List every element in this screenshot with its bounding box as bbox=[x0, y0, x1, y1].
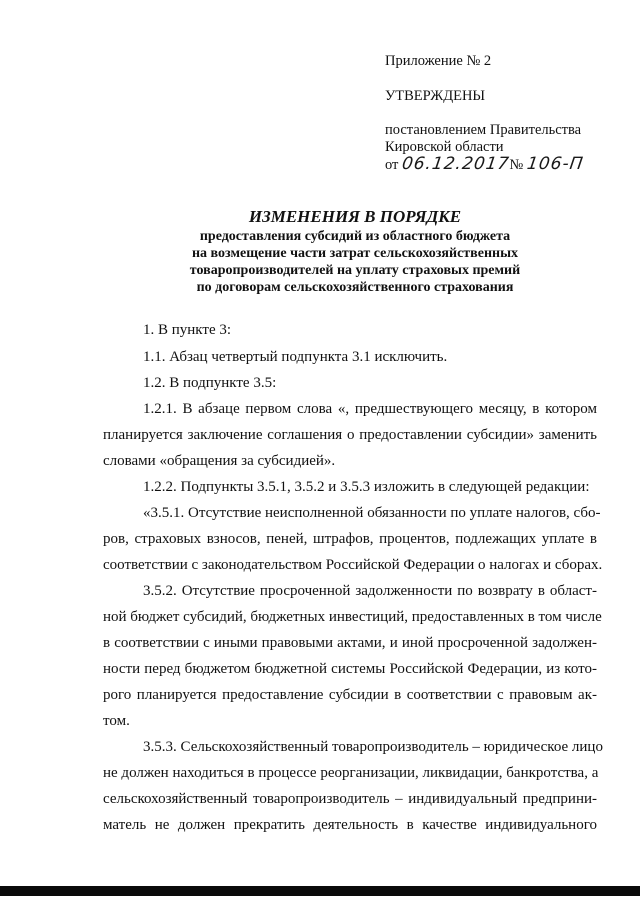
body-line: соответствии с законодательством Российской Федерации о налогах и сборах. bbox=[103, 557, 603, 573]
appendix-label: Приложение № 2 bbox=[385, 53, 492, 69]
body-line: 1.2.1. В абзаце первом слова «, предшествующего месяцу, в котором bbox=[143, 401, 597, 417]
body-line: сельскохозяйственный товаропроизводитель – индивидуальный предприни- bbox=[103, 791, 597, 807]
body-line: том. bbox=[103, 713, 130, 729]
decree-date-line bbox=[385, 156, 583, 174]
body-line: ров, страховых взносов, пеней, штрафов, процентов, подлежащих уплате в bbox=[103, 531, 597, 547]
body-line: 1.1. Абзац четвертый подпункта 3.1 исключить. bbox=[143, 349, 448, 365]
from-prefix: от bbox=[385, 157, 399, 173]
title-subline: по договорам сельскохозяйственного страхования bbox=[196, 280, 514, 295]
body-line: ной бюджет субсидий, бюджетных инвестиций, предоставленных в том числе bbox=[103, 609, 602, 625]
body-line: в соответствии с иными правовыми актами, и иной просроченной задолжен- bbox=[103, 635, 597, 651]
document-title: ИЗМЕНЕНИЯ В ПОРЯДКЕ bbox=[248, 207, 462, 226]
title-subline: товаропроизводителей на уплату страховых премий bbox=[189, 263, 521, 278]
body-line: «3.5.1. Отсутствие неисполненной обязанности по уплате налогов, сбо- bbox=[143, 505, 601, 521]
body-line: не должен находиться в процессе реорганизации, ликвидации, банкротства, а bbox=[103, 765, 599, 781]
title-subline: на возмещение части затрат сельскохозяйственных bbox=[191, 246, 519, 261]
body-line: 1.2. В подпункте 3.5: bbox=[143, 375, 277, 391]
body-line: 3.5.3. Сельскохозяйственный товаропроизводитель – юридическое лицо bbox=[143, 739, 603, 755]
body-line: 1. В пункте 3: bbox=[143, 322, 232, 338]
body-line: 1.2.2. Подпункты 3.5.1, 3.5.2 и 3.5.3 изложить в следующей редакции: bbox=[143, 479, 590, 495]
body-line: ности перед бюджетом бюджетной системы Российской Федерации, из кото- bbox=[103, 661, 597, 677]
approved-label: УТВЕРЖДЕНЫ bbox=[385, 88, 486, 104]
scan-bottom-bar bbox=[0, 886, 640, 896]
body-line: рого планируется предоставление субсидии в соответствии с правовым ак- bbox=[103, 687, 597, 703]
body-line: 3.5.2. Отсутствие просроченной задолженности по возврату в област- bbox=[143, 583, 597, 599]
body-line: планируется заключение соглашения о предоставлении субсидии» заменить bbox=[103, 427, 597, 443]
decree-line-2: Кировской области bbox=[385, 139, 504, 155]
number-mark: № bbox=[509, 157, 524, 173]
handwritten-number: 106-П bbox=[525, 154, 585, 174]
handwritten-date: 06.12.2017 bbox=[400, 154, 511, 174]
body-line: матель не должен прекратить деятельность в качестве индивидуального bbox=[103, 817, 597, 833]
decree-line-1: постановлением Правительства bbox=[385, 122, 582, 138]
title-subline: предоставления субсидий из областного бюджета bbox=[199, 229, 511, 244]
body-line: словами «обращения за субсидией». bbox=[103, 453, 336, 469]
